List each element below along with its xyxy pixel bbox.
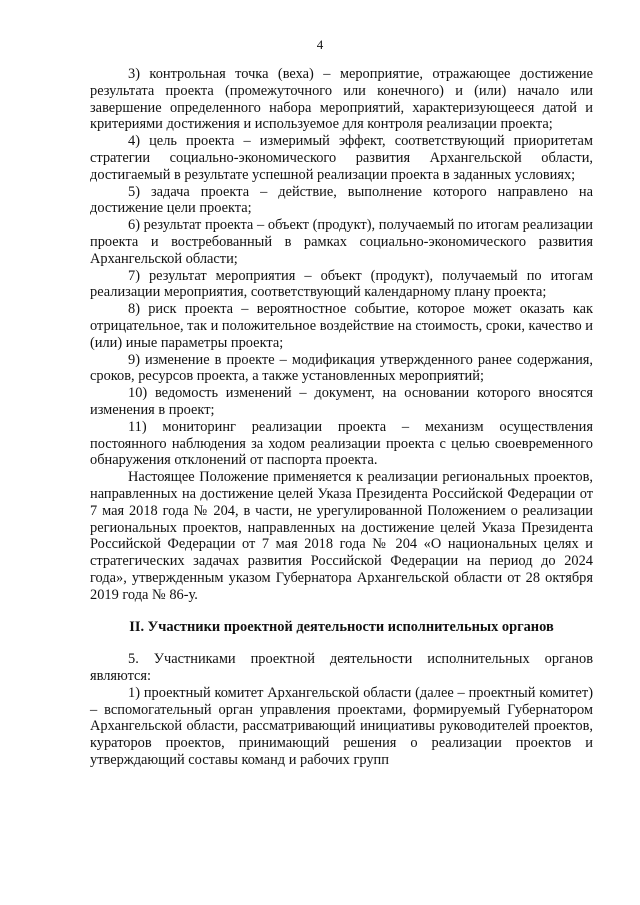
item-5-1: 1) проектный комитет Архангельской области (далее – проектный комитет) – вспомогательный орган управления проектами, формируемый Губернатором Архангельской области, рассматривающий инициативы руководителей проектов, кураторов проектов, принимающий решения о реализации проектов и утверждающий составы команд и рабочих групп bbox=[90, 684, 593, 769]
definition-10: 10) ведомость изменений – документ, на основании которого вносятся изменения в проект; bbox=[90, 385, 593, 418]
definition-3: 3) контрольная точка (веха) – мероприятие, отражающее достижение результата проекта (промежуточного или конечного) и (или) начало или завершение определенного набора мероприятий, характеризующееся датой и критериями достижения и используемое для контроля реализации проекта; bbox=[90, 66, 593, 133]
definition-4: 4) цель проекта – измеримый эффект, соответствующий приоритетам стратегии социально-экономического развития Архангельской области, достигаемый в результате успешной реализации проекта в заданных условиях; bbox=[90, 133, 593, 183]
spacer bbox=[90, 635, 593, 651]
definition-6: 6) результат проекта – объект (продукт), получаемый по итогам реализации проекта и востребованный в рамках социально-экономического развития Архангельской области; bbox=[90, 217, 593, 267]
page-number: 4 bbox=[316, 37, 324, 52]
definition-8: 8) риск проекта – вероятностное событие, которое может оказать как отрицательное, так и положительное воздействие на стоимость, сроки, качество и (или) иные параметры проекта; bbox=[90, 301, 593, 351]
definition-5: 5) задача проекта – действие, выполнение которого направлено на достижение цели проекта; bbox=[90, 183, 593, 217]
document-body bbox=[90, 66, 593, 769]
definition-9: 9) изменение в проекте – модификация утвержденного ранее содержания, сроков, ресурсов проекта, а также установленных мероприятий; bbox=[90, 351, 593, 385]
scope-paragraph: Настоящее Положение применяется к реализации региональных проектов, направленных на достижение целей Указа Президента Российской Федерации от 7 мая 2018 года № 204, в части, не урегулированной Положением о реализации региональных проектов, направленных на достижение целей Указа Президента Российской Федерации от 7 мая 2018 года № 204 «О национальных целях и стратегических задачах развития Российской Федерации на период до 2024 года», утвержденным указом Губернатора Архангельской области от 28 октября 2019 года № 86-у. bbox=[90, 469, 593, 603]
definition-7: 7) результат мероприятия – объект (продукт), получаемый по итогам реализации мероприятия, соответствующий календарному плану проекта; bbox=[90, 267, 593, 301]
section-title: II. Участники проектной деятельности исполнительных органов bbox=[129, 618, 554, 635]
item-5: 5. Участниками проектной деятельности исполнительных органов являются: bbox=[90, 651, 593, 685]
definition-11: 11) мониторинг реализации проекта – механизм осуществления постоянного наблюдения за ходом реализации проекта с целью своевременного обнаружения отклонений от паспорта проекта. bbox=[90, 418, 593, 469]
